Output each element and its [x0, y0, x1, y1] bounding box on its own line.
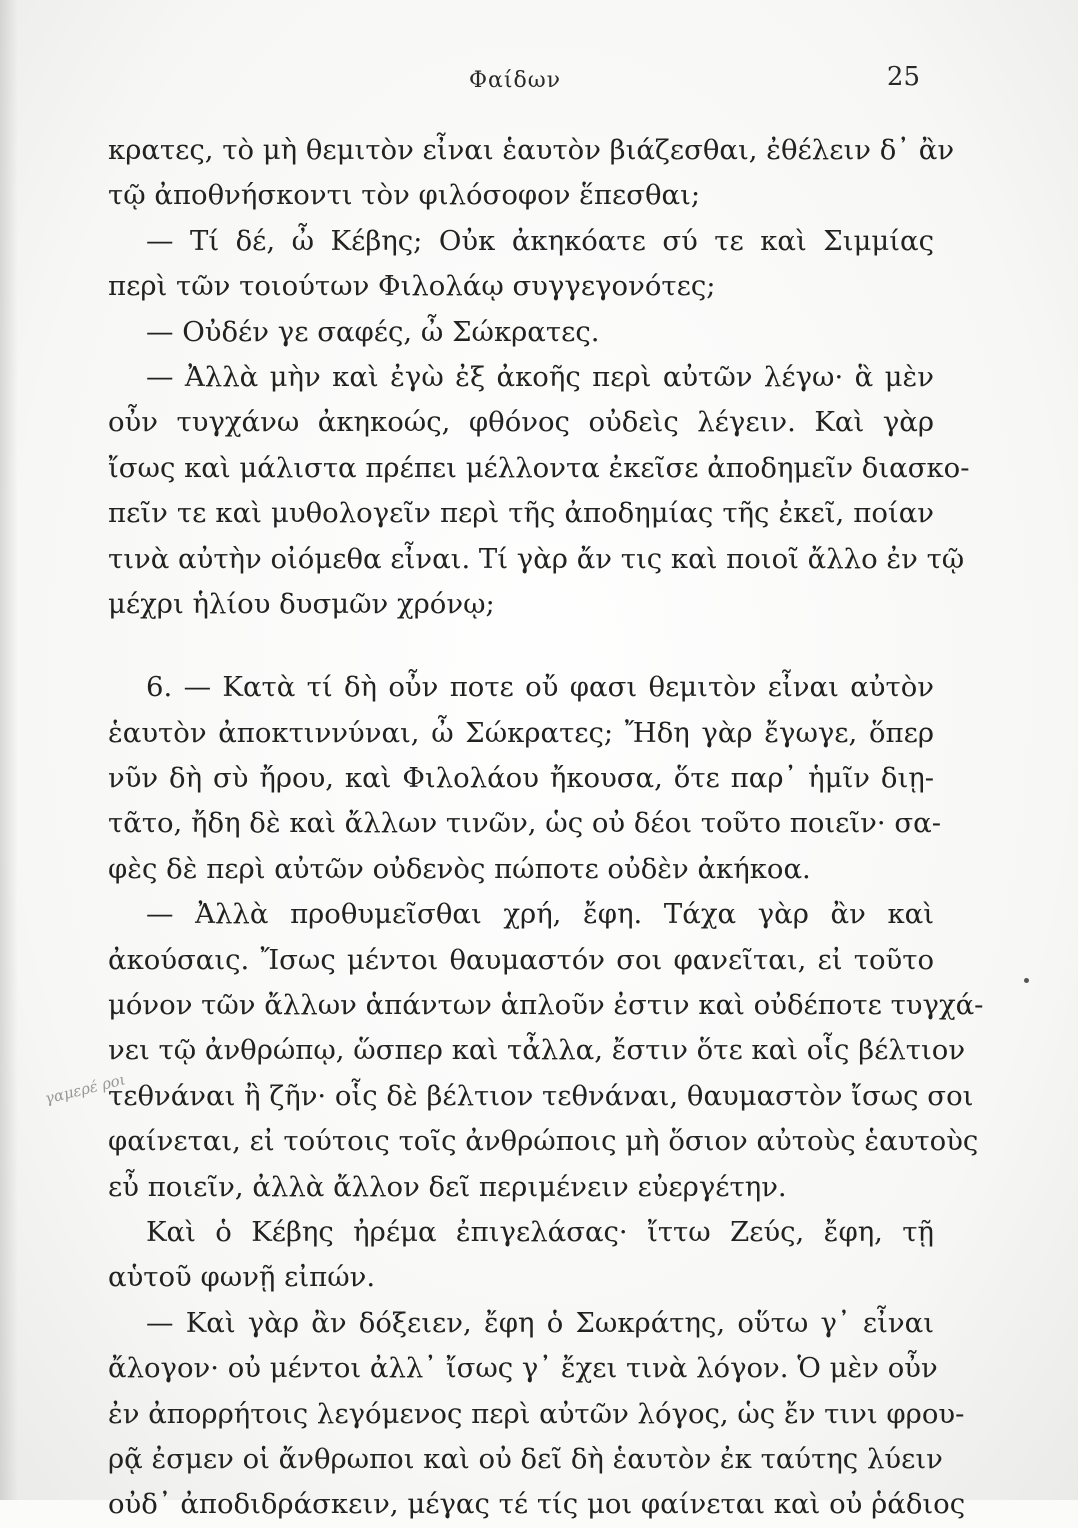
text-line: πεῖν τε καὶ μυθολογεῖν περὶ τῆς ἀποδημίας τῆς ἐκεῖ, ποίαν	[108, 497, 934, 530]
text-line: — Ἀλλὰ προθυμεῖσθαι χρή, ἔφη. Τάχα γὰρ ἂν καὶ	[146, 898, 934, 931]
text-line: νῦν δὴ σὺ ἤρου, καὶ Φιλολάου ἤκουσα, ὅτε παρ᾿ ἡμῖν διῃ-	[108, 762, 934, 795]
text-line: μέχρι ἡλίου δυσμῶν χρόνῳ;	[108, 587, 495, 620]
text-line: — Καὶ γὰρ ἂν δόξειεν, ἔφη ὁ Σωκράτης, οὕτω γ᾿ εἶναι	[146, 1306, 934, 1339]
text-line: ἐν ἀπορρήτοις λεγόμενος περὶ αὐτῶν λόγος, ὡς ἔν τινι φρου-	[108, 1397, 965, 1430]
text-line: οὖν τυγχάνω ἀκηκοώς, φθόνος οὐδεὶς λέγειν. Καὶ γὰρ	[108, 406, 934, 439]
text-line: φὲς δὲ περὶ αὐτῶν οὐδενὸς πώποτε οὐδὲν ἀκήκοα.	[108, 852, 811, 885]
text-line: κρατες, τὸ μὴ θεμιτὸν εἶναι ἑαυτὸν βιάζεσθαι, ἐθέλειν δ᾿ ἂν	[108, 134, 955, 166]
text-line: — Τί δέ, ὦ Κέβης; Οὐκ ἀκηκόατε σύ τε καὶ Σιμμίας	[146, 224, 934, 257]
text-line: ἑαυτὸν ἀποκτιννύναι, ὦ Σώκρατες; Ἤδη γὰρ ἔγωγε, ὅπερ	[108, 716, 934, 749]
page-edge-shadow	[0, 0, 18, 1500]
text-line: — Ἀλλὰ μὴν καὶ ἐγὼ ἐξ ἀκοῆς περὶ αὐτῶν λέγω· ἃ μὲν	[146, 360, 934, 393]
text-line: περὶ τῶν τοιούτων Φιλολάῳ συγγεγονότες;	[108, 270, 716, 303]
running-title: Φαίδων	[468, 68, 562, 93]
text-line: Καὶ ὁ Κέβης ἠρέμα ἐπιγελάσας· ἴττω Ζεύς, ἔφη, τῇ	[146, 1215, 934, 1248]
text-line: οὐδ᾿ ἀποδιδράσκειν, μέγας τέ τίς μοι φαίνεται καὶ οὐ ῥάδιος	[108, 1488, 966, 1521]
text-line: τινὰ αὐτὴν οἰόμεθα εἶναι. Τί γὰρ ἄν τις καὶ ποιοῖ ἄλλο ἐν τῷ	[108, 542, 965, 575]
handwritten-margin-note: γαμερέ ροι	[43, 1070, 128, 1108]
text-line: ρᾷ ἐσμεν οἱ ἄνθρωποι καὶ οὐ δεῖ δὴ ἑαυτὸν ἐκ ταύτης λύειν	[108, 1442, 943, 1475]
running-head	[110, 62, 920, 106]
text-line: νει τῷ ἀνθρώπῳ, ὥσπερ καὶ τἆλλα, ἔστιν ὅτε καὶ οἷς βέλτιον	[108, 1034, 966, 1067]
section-start-line: 6. — Κατὰ τί δὴ οὖν ποτε οὔ φασι θεμιτὸν εἶναι αὐτὸν	[146, 671, 934, 704]
text-line: τεθνάναι ἢ ζῆν· οἷς δὲ βέλτιον τεθνάναι, θαυμαστὸν ἴσως σοι	[108, 1079, 974, 1112]
text-line: τῷ ἀποθνήσκοντι τὸν φιλόσοφον ἕπεσθαι;	[108, 179, 701, 212]
text-line: — Οὐδέν γε σαφές, ὦ Σώκρατες.	[146, 315, 600, 348]
margin-dot	[1024, 978, 1029, 983]
text-line: ἴσως καὶ μάλιστα πρέπει μέλλοντα ἐκεῖσε ἀποδημεῖν διασκο-	[108, 451, 970, 484]
text-line: μόνον τῶν ἄλλων ἁπάντων ἁπλοῦν ἐστιν καὶ οὐδέποτε τυγχά-	[108, 989, 984, 1022]
text-line: εὖ ποιεῖν, ἀλλὰ ἄλλον δεῖ περιμένειν εὐεργέτην.	[108, 1170, 787, 1203]
text-line: φαίνεται, εἰ τούτοις τοῖς ἀνθρώποις μὴ ὅσιον αὐτοὺς ἑαυτοὺς	[108, 1125, 979, 1158]
text-line: ἀκούσαις. Ἴσως μέντοι θαυμαστόν σοι φανεῖται, εἰ τοῦτο	[108, 943, 934, 976]
text-line: ἄλογον· οὐ μέντοι ἀλλ᾿ ἴσως γ᾿ ἔχει τινὰ λόγον. Ὁ μὲν οὖν	[108, 1352, 938, 1385]
text-line: αὑτοῦ φωνῇ εἰπών.	[108, 1261, 376, 1294]
page-number: 25	[886, 62, 920, 92]
body-text	[108, 128, 984, 1528]
text-line: τᾶτο, ἤδη δὲ καὶ ἄλλων τινῶν, ὡς οὐ δέοι τοῦτο ποιεῖν· σα-	[108, 807, 942, 840]
